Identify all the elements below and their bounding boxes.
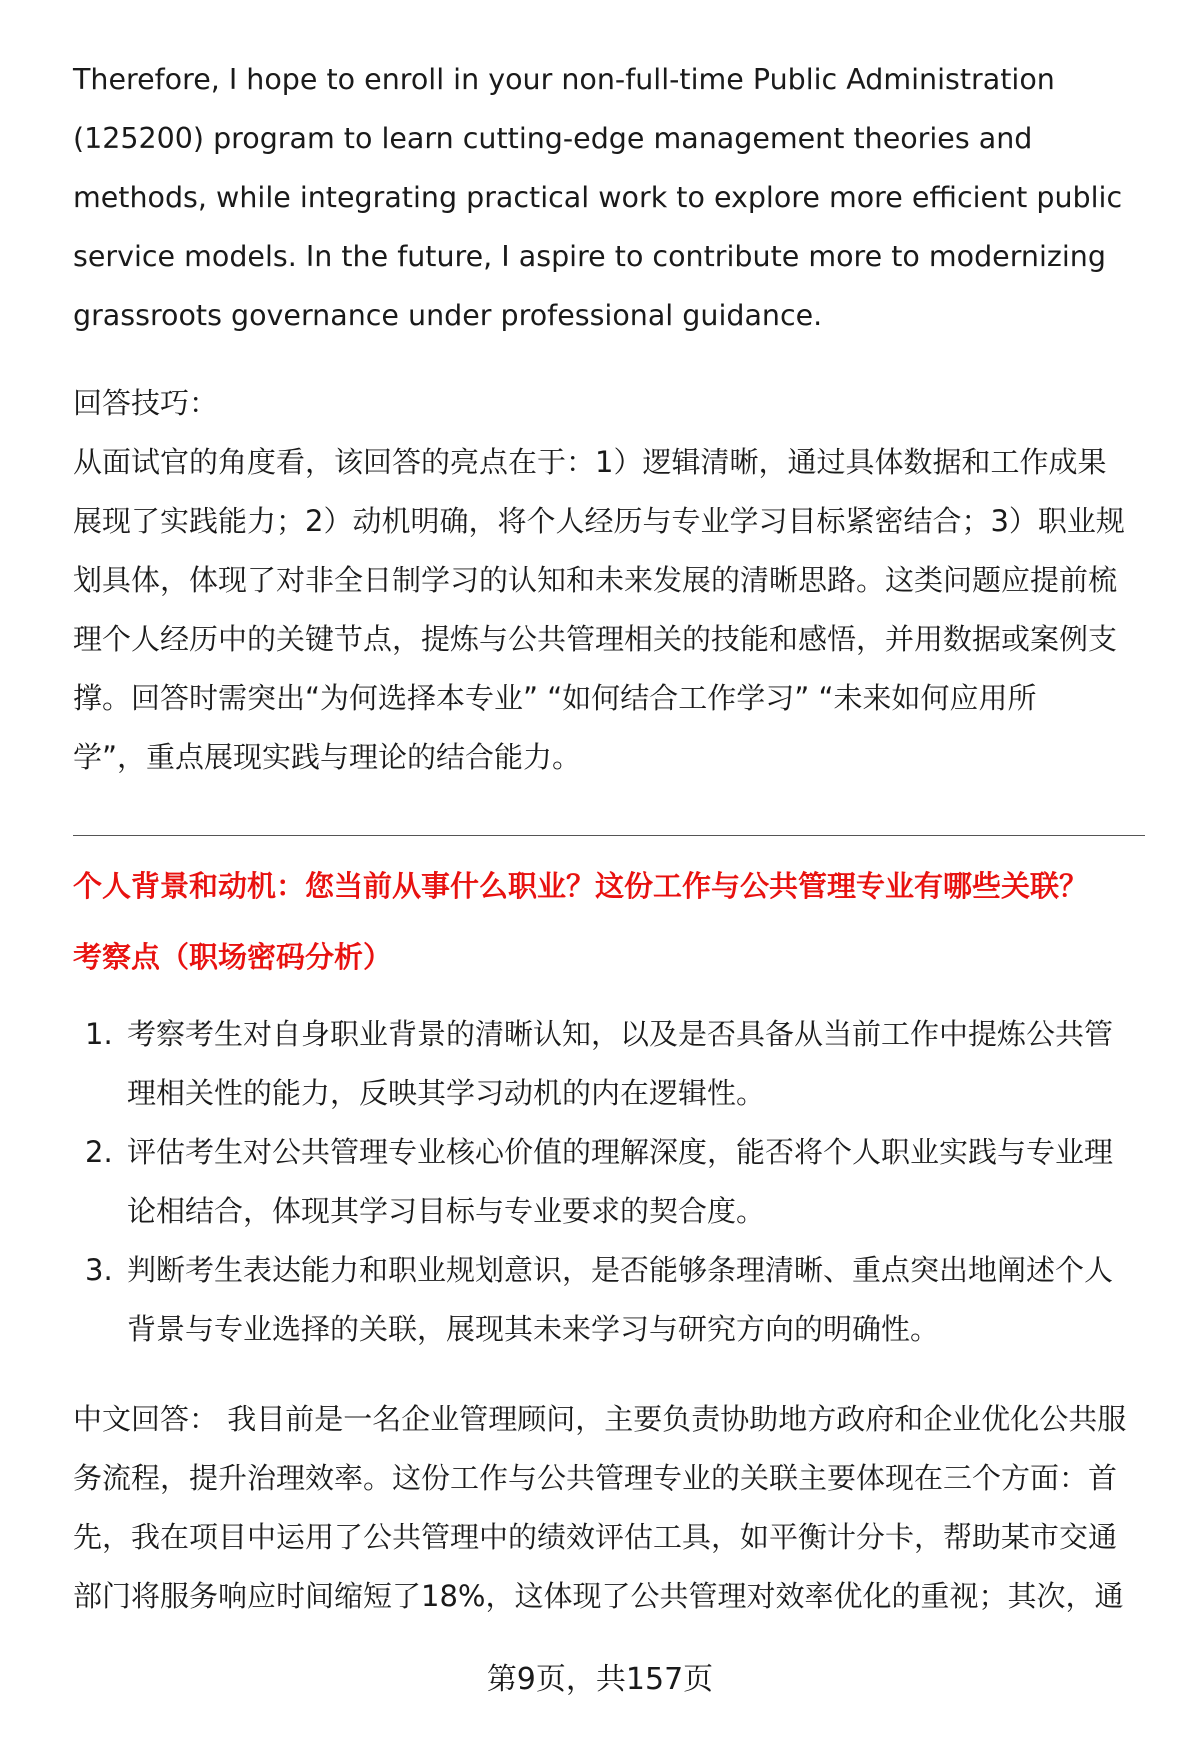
list-item bbox=[73, 1123, 1153, 1241]
section-divider bbox=[73, 835, 1145, 836]
text-line: 展现了实践能力；2）动机明确，将个人经历与专业学习目标紧密结合；3）职业规 bbox=[73, 504, 1125, 538]
text-line: 先，我在项目中运用了公共管理中的绩效评估工具，如平衡计分卡，帮助某市交通 bbox=[73, 1520, 1118, 1554]
tips-section bbox=[73, 374, 1153, 787]
text-line: grassroots governance under professional guidance. bbox=[73, 299, 823, 332]
list-item bbox=[73, 1005, 1153, 1123]
text-line: 判断考生表达能力和职业规划意识，是否能够条理清晰、重点突出地阐述个人 bbox=[127, 1253, 1114, 1287]
criteria-list bbox=[73, 1005, 1153, 1359]
question-title: 个人背景和动机：您当前从事什么职业？这份工作与公共管理专业有哪些关联？ bbox=[73, 869, 1089, 903]
question-subtitle: 考察点（职场密码分析） bbox=[73, 940, 393, 974]
text-line: 撑。回答时需突出“为何选择本专业” “如何结合工作学习” “未来如何应用所 bbox=[73, 681, 1037, 715]
text-line: 考察考生对自身职业背景的清晰认知，以及是否具备从当前工作中提炼公共管 bbox=[127, 1017, 1114, 1051]
text-line: 理相关性的能力，反映其学习动机的内在逻辑性。 bbox=[127, 1076, 766, 1110]
text-line: 从面试官的角度看，该回答的亮点在于：1）逻辑清晰，通过具体数据和工作成果 bbox=[73, 445, 1107, 479]
text-line: 部门将服务响应时间缩短了18%，这体现了公共管理对效率优化的重视；其次，通 bbox=[73, 1579, 1124, 1613]
text-line: methods, while integrating practical work to explore more efficient public bbox=[73, 181, 1123, 214]
text-line: 评估考生对公共管理专业核心价值的理解深度，能否将个人职业实践与专业理 bbox=[127, 1135, 1114, 1169]
page-number: 第9页，共157页 bbox=[486, 1662, 714, 1697]
list-number: 2. bbox=[85, 1135, 113, 1169]
text-line: (125200) program to learn cutting-edge management theories and bbox=[73, 122, 1033, 155]
text-line: 学”，重点展现实践与理论的结合能力。 bbox=[73, 740, 582, 774]
text-line: 中文回答： 我目前是一名企业管理顾问，主要负责协助地方政府和企业优化公共服 bbox=[73, 1402, 1127, 1436]
tips-label: 回答技巧： bbox=[73, 386, 219, 420]
answer-section bbox=[73, 1390, 1153, 1626]
text-line: Therefore, I hope to enroll in your non-full-time Public Administration bbox=[73, 63, 1055, 96]
text-line: service models. In the future, I aspire to contribute more to modernizing bbox=[73, 240, 1106, 273]
text-line: 划具体，体现了对非全日制学习的认知和未来发展的清晰思路。这类问题应提前梳 bbox=[73, 563, 1118, 597]
list-number: 1. bbox=[85, 1017, 113, 1051]
text-line: 论相结合，体现其学习目标与专业要求的契合度。 bbox=[127, 1194, 766, 1228]
english-paragraph bbox=[73, 50, 1153, 345]
list-item bbox=[73, 1241, 1153, 1359]
text-line: 背景与专业选择的关联，展现其未来学习与研究方向的明确性。 bbox=[127, 1312, 940, 1346]
list-number: 3. bbox=[85, 1253, 113, 1287]
text-line: 务流程，提升治理效率。这份工作与公共管理专业的关联主要体现在三个方面：首 bbox=[73, 1461, 1118, 1495]
text-line: 理个人经历中的关键节点，提炼与公共管理相关的技能和感悟，并用数据或案例支 bbox=[73, 622, 1118, 656]
question-section bbox=[73, 857, 1153, 1359]
